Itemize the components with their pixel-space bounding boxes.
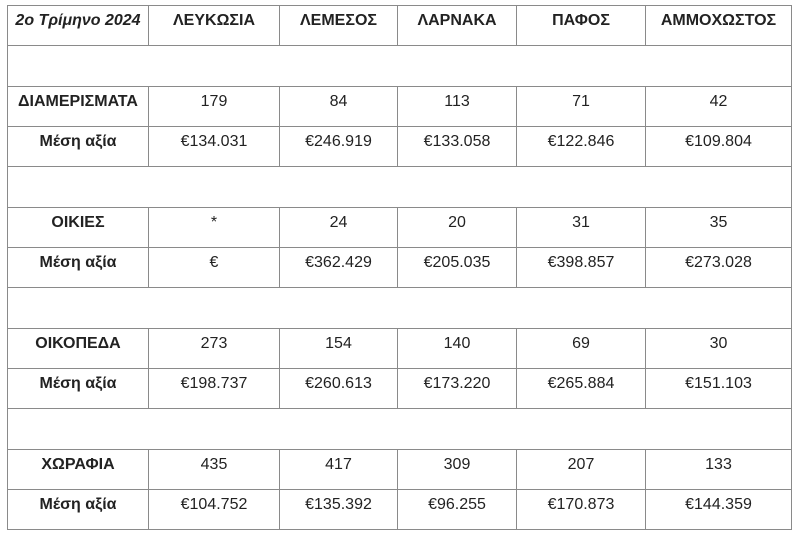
average-value-cell: €122.846: [517, 127, 646, 167]
district-header-larnaka: ΛΑΡΝΑΚΑ: [398, 6, 517, 46]
average-value-cell: €246.919: [280, 127, 398, 167]
district-header-lefkosia: ΛΕΥΚΩΣΙΑ: [149, 6, 280, 46]
count-cell: 179: [149, 87, 280, 127]
spacer-row: [8, 167, 792, 208]
period-header: 2ο Τρίμηνο 2024: [8, 6, 149, 46]
category-label: ΟΙΚΙΕΣ: [8, 208, 149, 248]
category-row: [8, 450, 792, 490]
count-cell: 417: [280, 450, 398, 490]
average-value-cell: €205.035: [398, 248, 517, 288]
average-value-row: [8, 369, 792, 409]
district-header-ammochostos: ΑΜΜΟΧΩΣΤΟΣ: [646, 6, 792, 46]
count-cell: 84: [280, 87, 398, 127]
average-value-cell: €260.613: [280, 369, 398, 409]
average-value-cell: €134.031: [149, 127, 280, 167]
spacer-row: [8, 46, 792, 87]
category-row: [8, 208, 792, 248]
count-cell: 35: [646, 208, 792, 248]
count-cell: 113: [398, 87, 517, 127]
average-value-cell: €133.058: [398, 127, 517, 167]
sales-table: [7, 5, 792, 530]
count-cell: *: [149, 208, 280, 248]
count-cell: 309: [398, 450, 517, 490]
count-cell: 154: [280, 329, 398, 369]
average-value-row: [8, 248, 792, 288]
average-value-cell: €170.873: [517, 490, 646, 530]
count-cell: 273: [149, 329, 280, 369]
category-label: ΔΙΑΜΕΡΙΣΜΑΤΑ: [8, 87, 149, 127]
average-value-cell: €151.103: [646, 369, 792, 409]
count-cell: 207: [517, 450, 646, 490]
average-value-cell: €109.804: [646, 127, 792, 167]
count-cell: 140: [398, 329, 517, 369]
average-value-label: Μέση αξία: [8, 248, 149, 288]
count-cell: 133: [646, 450, 792, 490]
spacer-cell: [8, 288, 792, 329]
category-label: ΟΙΚΟΠΕΔΑ: [8, 329, 149, 369]
spacer-row: [8, 288, 792, 329]
average-value-cell: €273.028: [646, 248, 792, 288]
average-value-cell: €398.857: [517, 248, 646, 288]
count-cell: 71: [517, 87, 646, 127]
spacer-cell: [8, 167, 792, 208]
average-value-label: Μέση αξία: [8, 490, 149, 530]
count-cell: 20: [398, 208, 517, 248]
average-value-cell: €104.752: [149, 490, 280, 530]
district-header-lemesos: ΛΕΜΕΣΟΣ: [280, 6, 398, 46]
count-cell: 69: [517, 329, 646, 369]
count-cell: 435: [149, 450, 280, 490]
spacer-cell: [8, 46, 792, 87]
spacer-cell: [8, 409, 792, 450]
average-value-row: [8, 490, 792, 530]
average-value-cell: €144.359: [646, 490, 792, 530]
table-body: [8, 6, 792, 530]
average-value-cell: €96.255: [398, 490, 517, 530]
average-value-cell: €362.429: [280, 248, 398, 288]
count-cell: 30: [646, 329, 792, 369]
average-value-cell: €: [149, 248, 280, 288]
average-value-cell: €265.884: [517, 369, 646, 409]
average-value-cell: €173.220: [398, 369, 517, 409]
count-cell: 24: [280, 208, 398, 248]
average-value-label: Μέση αξία: [8, 127, 149, 167]
category-label: ΧΩΡΑΦΙΑ: [8, 450, 149, 490]
category-row: [8, 87, 792, 127]
average-value-cell: €198.737: [149, 369, 280, 409]
count-cell: 42: [646, 87, 792, 127]
district-header-pafos: ΠΑΦΟΣ: [517, 6, 646, 46]
header-row: [8, 6, 792, 46]
spacer-row: [8, 409, 792, 450]
average-value-row: [8, 127, 792, 167]
count-cell: 31: [517, 208, 646, 248]
category-row: [8, 329, 792, 369]
average-value-label: Μέση αξία: [8, 369, 149, 409]
average-value-cell: €135.392: [280, 490, 398, 530]
